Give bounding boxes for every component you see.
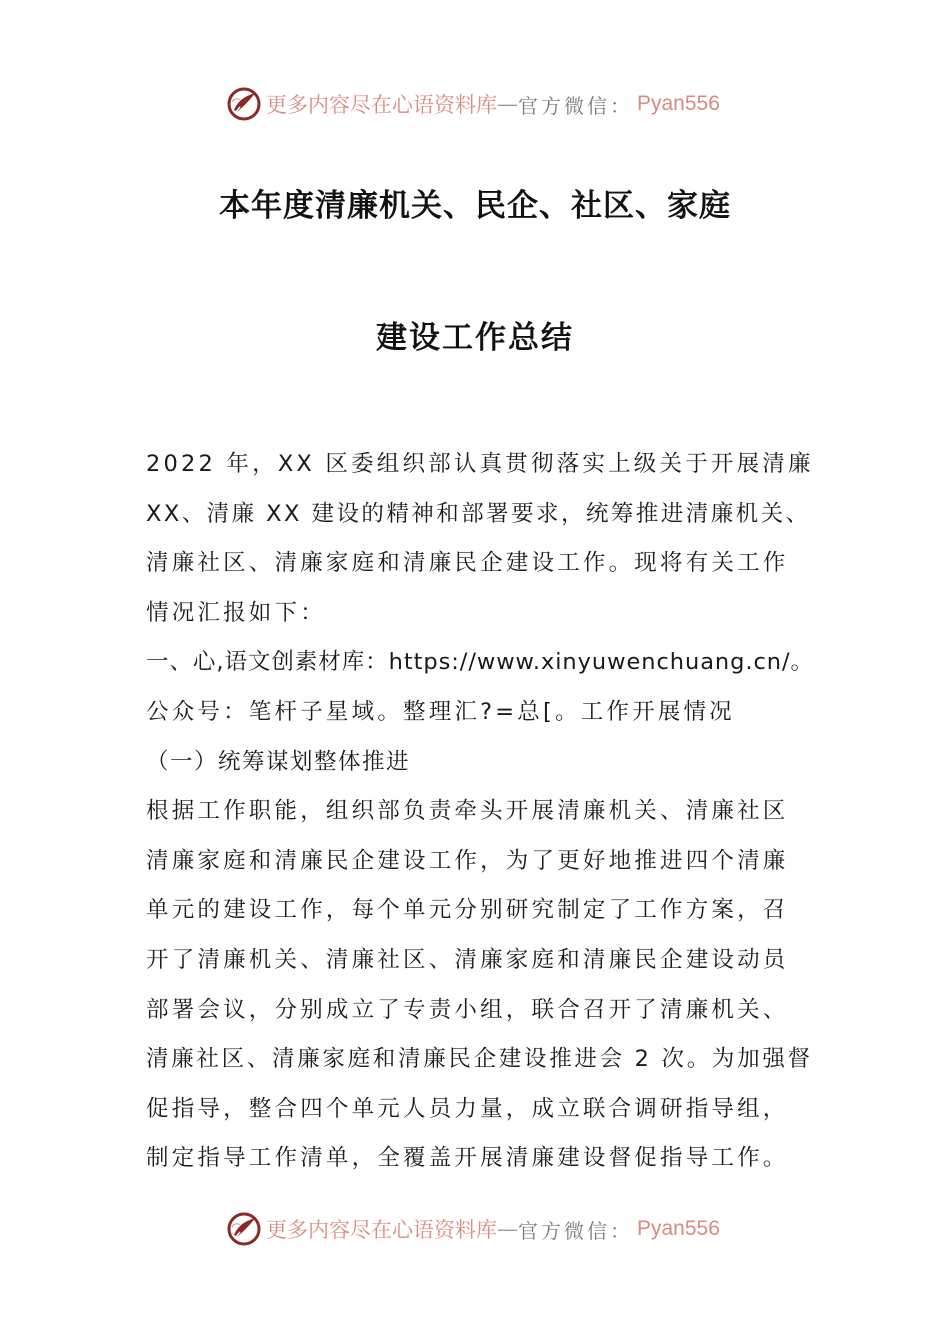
watermark-wechat-id: Pyan556 (637, 92, 720, 115)
intro-line: XX、清廉 XX 建设的精神和部署要求，统筹推进清廉机关、 (146, 500, 811, 527)
intro-paragraph (146, 440, 816, 638)
subsection-1-line: 根据工作职能，组织部负责牵头开展清廉机关、清廉社区 (146, 798, 789, 825)
section-1-line: 一、心,语文创素材库：https://www.xinyuwenchuang.cn/。 (146, 649, 814, 676)
document-body (146, 440, 816, 1184)
subsection-1-line: 单元的建设工作，每个单元分别研究制定了工作方案，召 (146, 897, 789, 924)
footer-watermark (226, 1207, 720, 1251)
watermark-dash: — (497, 92, 518, 116)
subsection-1-line: 清廉家庭和清廉民企建设工作，为了更好地推进四个清廉 (146, 847, 789, 874)
document-title-line-1: 本年度清廉机关、民企、社区、家庭 (219, 188, 731, 224)
intro-line: 2022 年，XX 区委组织部认真贯彻落实上级关于开展清廉 (146, 451, 814, 477)
subsection-1-heading-text: （一）统筹谋划整体推进 (146, 748, 411, 775)
subsection-1-line: 促指导，整合四个单元人员力量，成立联合调研指导组， (146, 1095, 789, 1122)
watermark-wechat-label: 官方微信： (518, 1218, 633, 1243)
subsection-1-paragraph (146, 787, 816, 1184)
watermark-dash: — (497, 1217, 518, 1241)
watermark-wechat-label: 官方微信： (518, 93, 633, 118)
watermark-main-text: 更多内容尽在心语资料库 (266, 93, 497, 117)
document-title-line-2: 建设工作总结 (376, 320, 574, 356)
watermark-wechat-id: Pyan556 (637, 1217, 720, 1240)
quill-pen-logo-icon (226, 86, 262, 122)
section-1-line: 公众号：笔杆子星域。整理汇?=总[。工作开展情况 (146, 698, 735, 725)
quill-pen-logo-icon (226, 1211, 262, 1247)
intro-line: 清廉社区、清廉家庭和清廉民企建设工作。现将有关工作 (146, 550, 789, 577)
subsection-1-line: 部署会议，分别成立了专责小组，联合召开了清廉机关、 (146, 996, 789, 1023)
subsection-1-line: 清廉社区、清廉家庭和清廉民企建设推进会 2 次。为加强督 (146, 1046, 813, 1073)
subsection-1-line: 制定指导工作清单，全覆盖开展清廉建设督促指导工作。 (146, 1145, 789, 1172)
intro-line: 情况汇报如下： (146, 599, 326, 626)
section-1-heading (146, 638, 816, 737)
watermark-main-text: 更多内容尽在心语资料库 (266, 1218, 497, 1242)
subsection-1-line: 开了清廉机关、清廉社区、清廉家庭和清廉民企建设动员 (146, 946, 789, 973)
subsection-1-heading (146, 738, 816, 788)
header-watermark (226, 82, 720, 126)
